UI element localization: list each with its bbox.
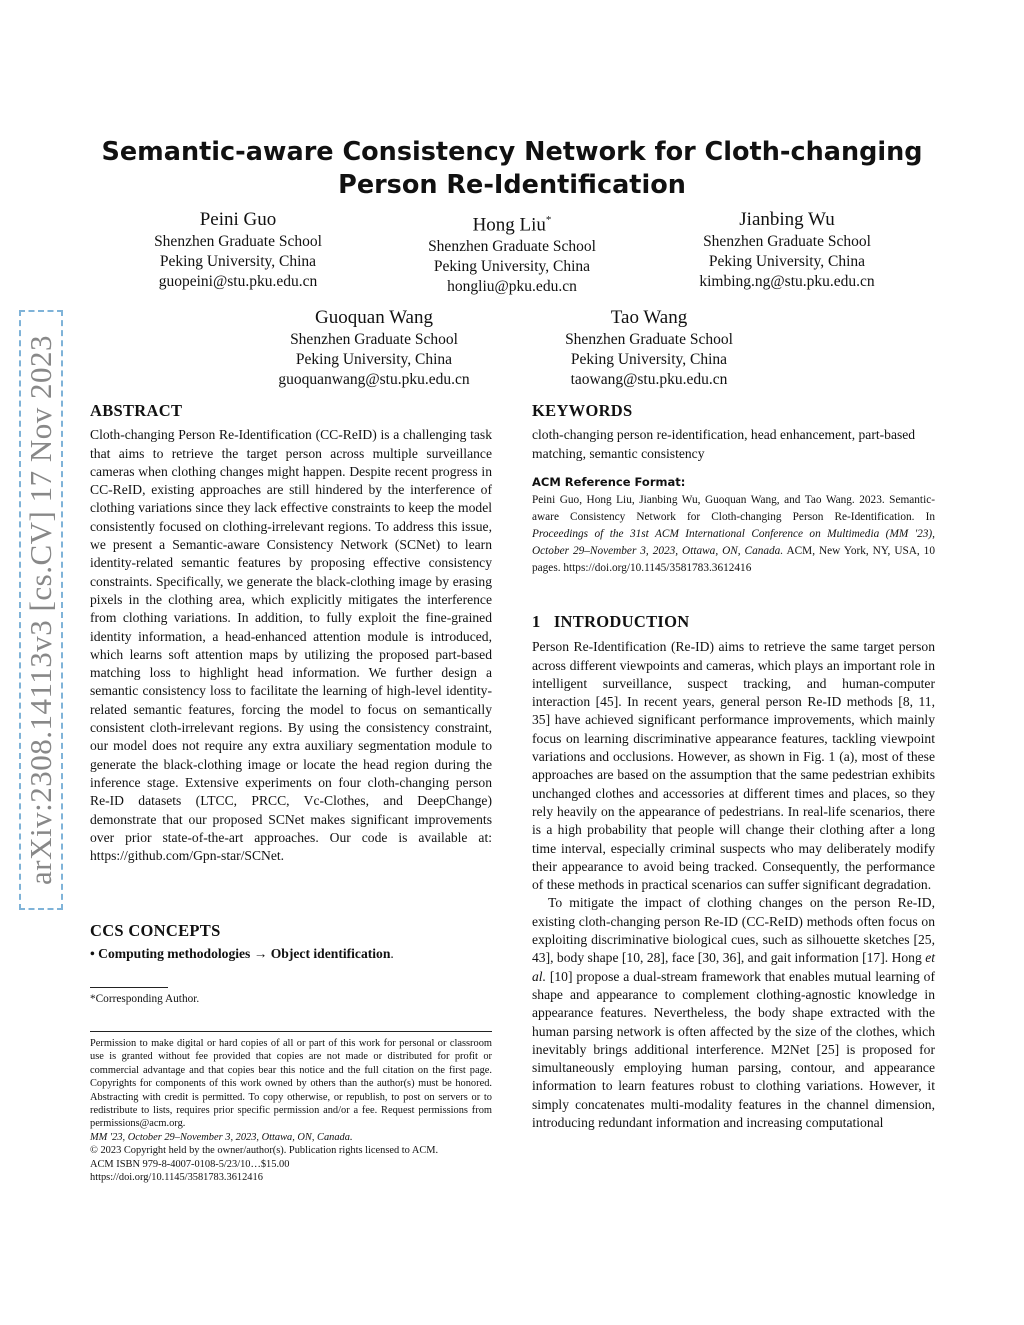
author-email: guoquanwang@stu.pku.edu.cn (278, 371, 470, 388)
keywords-heading: KEYWORDS (532, 401, 633, 420)
introduction-paragraph: To mitigate the impact of clothing changes on the person Re-ID, existing cloth-changing person Re-ID (CC-ReID) methods often focus on exploiting discriminative biological cues, such as silhouette sketches [25, 43], body shape [10, 28], face [30, 36], and gait information [17]. Hong (532, 895, 935, 966)
author-email: kimbing.ng@stu.pku.edu.cn (699, 273, 875, 290)
author-name: Guoquan Wang (315, 307, 433, 328)
author-block (519, 306, 779, 390)
copyright-line: © 2023 Copyright held by the owner/author(s). Publication rights licensed to ACM. (90, 1145, 439, 1157)
arxiv-stamp (19, 310, 63, 910)
keywords-section (532, 402, 935, 463)
ccs-section (90, 922, 492, 964)
author-affiliation: Shenzhen Graduate School (703, 233, 871, 250)
author-affiliation: Shenzhen Graduate School (565, 331, 733, 348)
permission-rule (90, 1031, 492, 1032)
author-affiliation: Shenzhen Graduate School (290, 331, 458, 348)
abstract-section (90, 402, 492, 865)
doi-line: https://doi.org/10.1145/3581783.3612416 (90, 1172, 263, 1184)
author-email: guopeini@stu.pku.edu.cn (158, 273, 318, 290)
acm-reference-heading: ACM Reference Format: (532, 475, 686, 489)
abstract-text: Cloth-changing Person Re-Identification (CC-ReID) is a challenging task that aims to retrieve the target person across multiple surveillance cameras when clothing changes might happen. Despite recent progress in CC-ReID, existing approaches are still hindered by the interference of clothing variations since they lack effective constraints to keep the model consistently focused on clothing-irrelevant regions. To address this issue, we present a Semantic-aware Consistency Network (SCNet) to learn identity-related semantic features by proposing effective consistency constraints. Specifically, we generate the black-clothing image by erasing pixels in the clothing area, which explicitly mitigates the interference from clothing variations. In addition, to fully exploit the fine-grained identity information, a head-enhanced attention module is introduced, which learns soft attention maps by utilizing the proposed part-based matching loss to highlight head information. We further design a semantic consistency loss to facilitate the learning of high-level identity-related semantic features, forcing the model to focus on semantically consistent cloth-irrelevant regions. By using the consistency constraint, our model does not require any extra auxiliary segmentation module to generate the black-clothing image or locate the head region during the inference stage. Extensive experiments on four cloth-changing person Re-ID datasets (LTCC, PRCC, Vc-Clothes, and DeepChange) demonstrate that our proposed SCNet makes significant improvements over prior state-of-the-art approaches. Our code is available at: https://github.com/Gpn-star/SCNet. (90, 427, 492, 864)
author-email: hongliu@pku.edu.cn (447, 278, 577, 296)
author-affiliation: Shenzhen Graduate School (154, 233, 322, 250)
footnote-rule (90, 987, 168, 988)
introduction-emphasis: et al. (532, 950, 935, 984)
acm-reference-venue: Proceedings of the 31st ACM International Conference on Multimedia (MM '23), October 29–November 3, 2023, Ottawa, ON, Canada. (532, 527, 935, 557)
acm-reference-text: Peini Guo, Hong Liu, Jianbing Wu, Guoquan Wang, and Tao Wang. 2023. Semantic-aware Consistency Network for Cloth-changing Person Re-Identification. In (532, 493, 935, 523)
author-name: Peini Guo (199, 209, 277, 230)
isbn-line: ACM ISBN 979-8-4007-0108-5/23/10…$15.00 (90, 1158, 290, 1170)
author-name: Hong Liu (472, 214, 546, 236)
ccs-heading: CCS CONCEPTS (90, 921, 221, 940)
footnote: *Corresponding Author. (90, 993, 200, 1005)
author-name: Tao Wang (610, 307, 688, 328)
acm-reference-tail: ACM, New York, NY, USA, 10 pages. https://doi.org/10.1145/3581783.3612416 (532, 544, 935, 574)
author-name: Jianbing Wu (739, 209, 835, 230)
paper-title: Semantic-aware Consistency Network for Cloth-changing Person Re-Identification (101, 137, 923, 200)
author-affiliation: Peking University, China (433, 258, 591, 276)
author-block (108, 208, 368, 292)
introduction-paragraph: Person Re-Identification (Re-ID) aims to retrieve the same target person across different viewpoints and cameras, which plays an important role in intelligent surveillance, suspect tracking, and human-computer interaction [45]. In recent years, general person Re-ID methods [8, 11, 35] have achieved significant performance improvements, which mainly focus on learning discriminative appearance features, tackling viewpoint variations and occlusions. However, as shown in Fig. 1 (a), most of these approaches are based on the assumption that the same pedestrian exhibits unchanged clothes and accessories at different times and places, so they rely heavily on the appearance of pedestrians. In real-life scenarios, there is a high probability that people will change their clothing after a long time interval, especially criminal suspects who may deliberately modify their appearance to avoid being tracked. Consequently, the performance of these methods in practical scenarios can suffer significant degradation. (532, 639, 935, 893)
ccs-concept: • Computing methodologies → Object identification (90, 946, 391, 962)
author-email: taowang@stu.pku.edu.cn (570, 371, 728, 388)
introduction-section (532, 613, 935, 1132)
arxiv-stamp-text: arXiv:2308.14113v3 [cs.CV] 17 Nov 2023 (23, 335, 58, 885)
venue-line: MM '23, October 29–November 3, 2023, Ottawa, ON, Canada. (90, 1131, 353, 1143)
author-block (382, 208, 642, 297)
keywords-text: cloth-changing person re-identification, head enhancement, part-based matching, semantic consistency (532, 427, 916, 461)
corresponding-mark: * (545, 214, 552, 226)
permission-block (90, 1037, 492, 1184)
author-block (244, 306, 504, 390)
author-affiliation: Peking University, China (295, 351, 453, 368)
introduction-heading: 1 INTRODUCTION (532, 612, 690, 631)
permission-text: Permission to make digital or hard copies of all or part of this work for personal or classroom use is granted without fee provided that copies are not made or distributed for profit or commercial advantage and that copies bear this notice and the full citation on the first page. Copyrights for components of this work owned by others than the author(s) must be honored. Abstracting with credit is permitted. To copy otherwise, or republish, to post on servers or to redistribute to lists, requires prior specific permission and/or a fee. Request permissions from permissions@acm.org. (90, 1038, 492, 1130)
acm-reference (532, 474, 935, 576)
abstract-heading: ABSTRACT (90, 401, 183, 420)
author-affiliation: Peking University, China (570, 351, 728, 368)
author-affiliation: Peking University, China (159, 253, 317, 270)
ccs-trail: . (390, 946, 394, 962)
author-affiliation: Shenzhen Graduate School (428, 238, 596, 256)
author-affiliation: Peking University, China (708, 253, 866, 270)
author-block (657, 208, 917, 292)
introduction-paragraph-cont: [10] propose a dual-stream framework that enables mutual learning of shape and appearance to complement clothing-agnostic knowledge in appearance features. Nevertheless, the body shape extracted with the human parsing network is often affected by the size of the clothes, which inevitably brings additional interference. M2Net [25] is proposed for simultaneously employing human parsing, contour, and appearance information to learn features robust to clothing variations. However, it simply concatenates multi-modality features in the channel dimension, introducing redundant information and increasing computational (532, 968, 935, 1131)
